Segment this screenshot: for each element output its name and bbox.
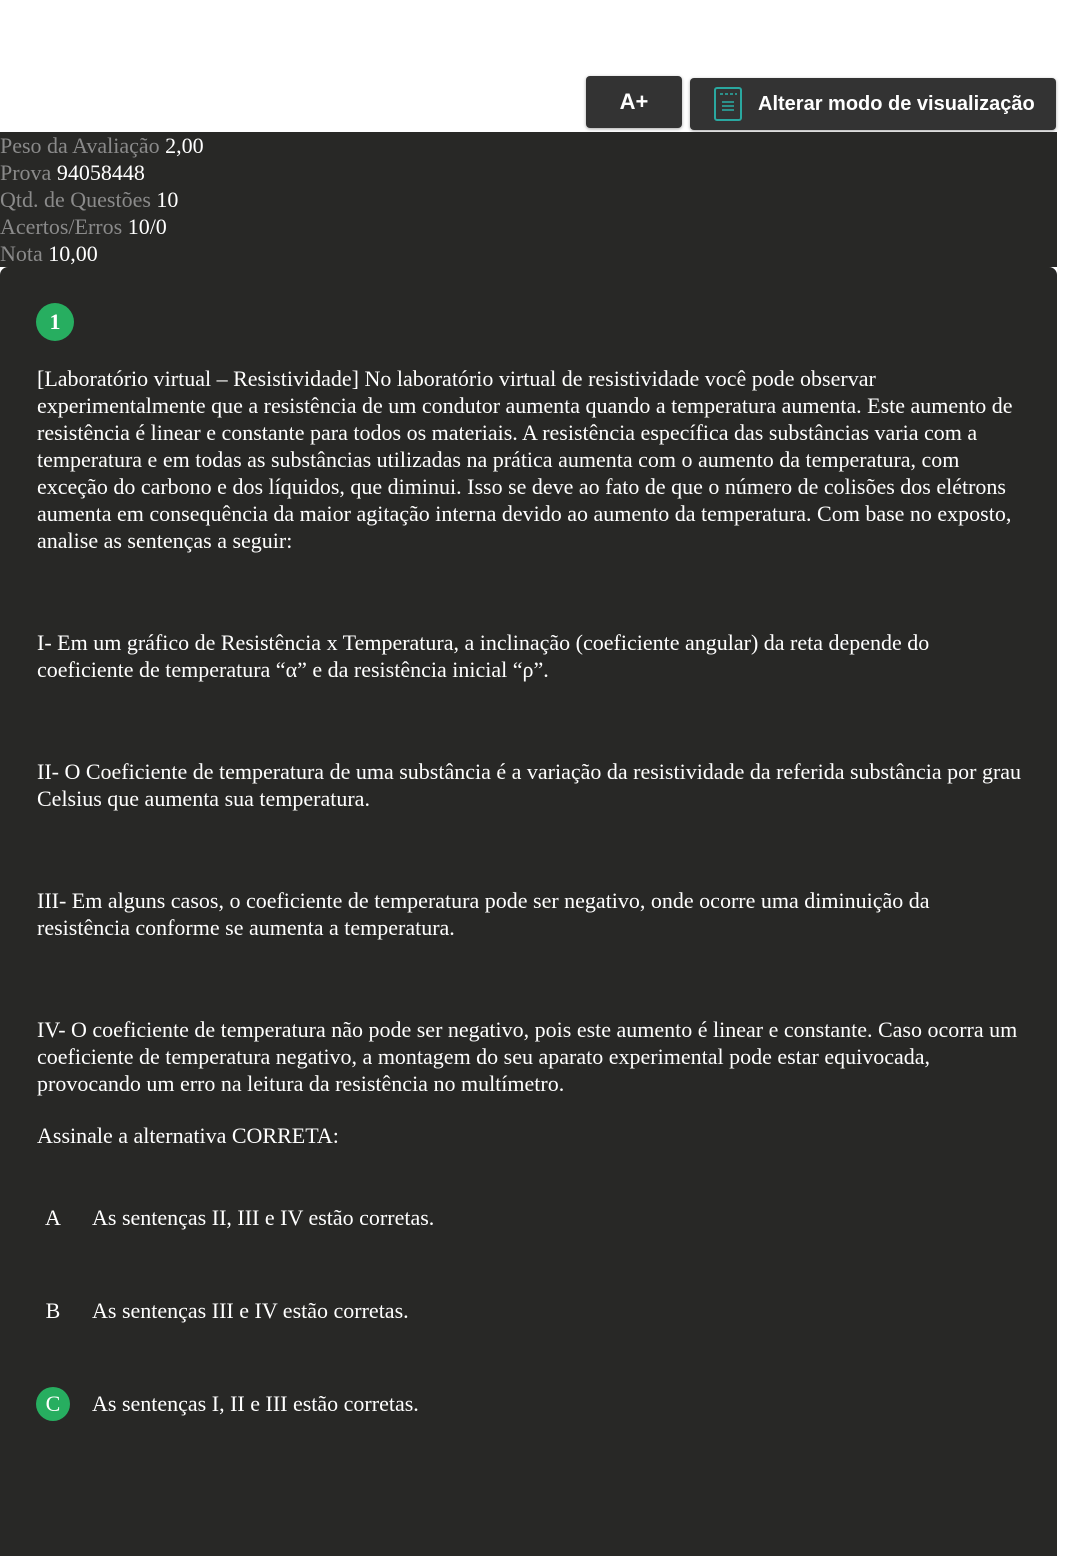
change-view-mode-button[interactable] <box>690 78 1056 130</box>
summary-exam-label: Prova <box>0 160 52 185</box>
statement-1: I- Em um gráfico de Resistência x Temperatura, a inclinação (coeficiente angular) da reta depende do coeficiente de temperatura “α” e da resistência inicial “ρ”. <box>37 630 930 682</box>
change-view-mode-label: Alterar modo de visualização <box>758 92 1035 115</box>
option-a[interactable] <box>36 1201 1016 1235</box>
option-b[interactable] <box>36 1294 1016 1328</box>
statement-4: IV- O coeficiente de temperatura não pode ser negativo, pois este aumento é linear e constante. Caso ocorra um coeficiente de temperatura negativo, a montagem do seu aparato experimental pode estar equivocada, provocando um erro na leitura da resistência no multímetro. <box>37 1017 1018 1096</box>
summary-weight <box>0 132 1057 159</box>
option-c[interactable] <box>36 1387 1016 1421</box>
summary-weight-label: Peso da Avaliação <box>0 133 160 158</box>
option-a-text: As sentenças II, III e IV estão corretas. <box>92 1205 435 1230</box>
question-prompt: Assinale a alternativa CORRETA: <box>37 1123 339 1148</box>
question-number-badge: 1 <box>36 303 74 341</box>
summary-questions <box>0 186 1057 213</box>
option-b-letter: B <box>45 1298 61 1323</box>
summary-grade <box>0 240 1057 267</box>
summary-exam-value: 94058448 <box>56 160 145 185</box>
question-card <box>0 267 1057 1556</box>
summary-exam <box>0 159 1057 186</box>
document-view-icon <box>714 87 742 121</box>
summary-grade-label: Nota <box>0 241 43 266</box>
option-b-text: As sentenças III e IV estão corretas. <box>92 1298 409 1323</box>
summary-questions-value: 10 <box>156 187 179 212</box>
summary-grade-value: 10,00 <box>48 241 98 266</box>
summary-weight-value: 2,00 <box>165 133 204 158</box>
summary-score-value: 10/0 <box>127 214 167 239</box>
option-c-text: As sentenças I, II e III estão corretas. <box>92 1391 419 1416</box>
option-a-letter: A <box>45 1205 61 1230</box>
summary-score-label: Acertos/Erros <box>0 214 123 239</box>
question-intro: [Laboratório virtual – Resistividade] No laboratório virtual de resistividade você pode observar experimentalmente que a resistência de um condutor aumenta quando a temperatura aumenta. Este aumento de resistência é linear e constante para todos os materiais. A resistência específica das substâncias varia com a temperatura e em todas as substâncias utilizadas na prática aumenta com o aumento da temperatura, com exceção do carbono e dos líquidos, que diminui. Isso se deve ao fato de que o número de colisões dos elétrons aumenta em consequência da maior agitação interna devido ao aumento da temperatura. Com base no exposto, analise as sentenças a seguir: <box>37 366 1013 553</box>
option-c-letter-selected: C <box>36 1387 70 1421</box>
summary-questions-label: Qtd. de Questões <box>0 187 151 212</box>
toolbar <box>0 76 1068 132</box>
increase-font-button[interactable]: A+ <box>586 76 682 128</box>
statement-2: II- O Coeficiente de temperatura de uma substância é a variação da resistividade da referida substância por grau Celsius que aumenta sua temperatura. <box>37 759 1022 811</box>
summary-score <box>0 213 1057 240</box>
exam-summary <box>0 132 1057 267</box>
statement-3: III- Em alguns casos, o coeficiente de temperatura pode ser negativo, onde ocorre uma diminuição da resistência conforme se aumenta a temperatura. <box>37 888 930 940</box>
